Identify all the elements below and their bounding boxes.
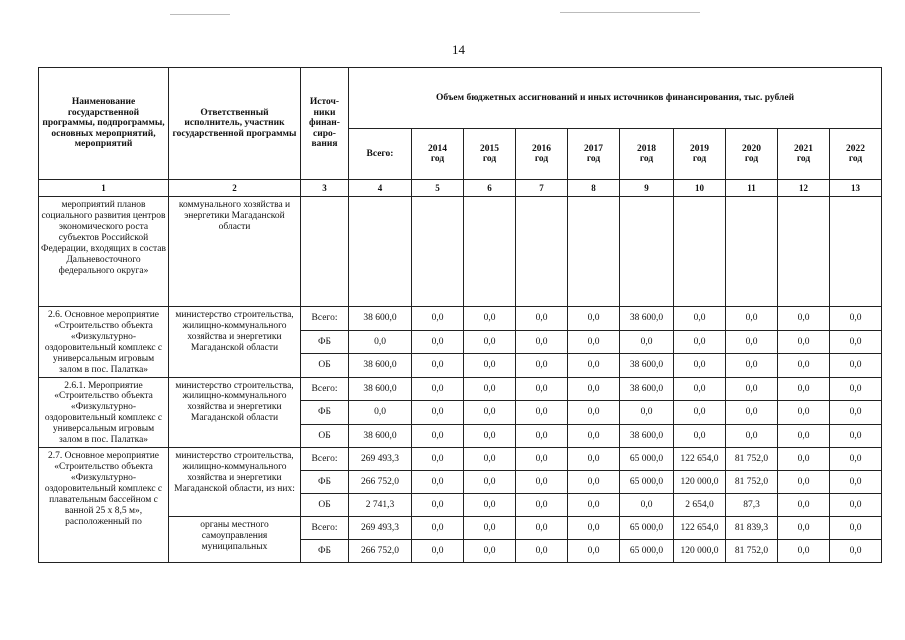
year-value: 0,0 bbox=[674, 401, 726, 425]
year-value: 0,0 bbox=[568, 494, 620, 517]
funding-source: Всего: bbox=[301, 448, 349, 471]
column-number: 6 bbox=[464, 180, 516, 197]
year-value: 2 654,0 bbox=[674, 494, 726, 517]
year-value: 0,0 bbox=[464, 401, 516, 425]
header-year-unit: год bbox=[692, 154, 707, 164]
funding-source: Всего: bbox=[301, 377, 349, 401]
total-value: 38 600,0 bbox=[349, 307, 412, 331]
header-year-unit: год bbox=[744, 154, 759, 164]
year-value: 120 000,0 bbox=[674, 471, 726, 494]
total-value: 266 752,0 bbox=[349, 540, 412, 563]
year-value: 0,0 bbox=[568, 448, 620, 471]
year-value: 0,0 bbox=[464, 540, 516, 563]
total-value: 0,0 bbox=[349, 401, 412, 425]
year-value: 0,0 bbox=[568, 354, 620, 378]
funding-source: Всего: bbox=[301, 517, 349, 540]
year-value: 0,0 bbox=[516, 471, 568, 494]
year-value: 65 000,0 bbox=[620, 540, 674, 563]
year-value: 0,0 bbox=[620, 330, 674, 354]
year-value: 0,0 bbox=[620, 494, 674, 517]
header-year-2015 bbox=[464, 129, 516, 180]
year-value: 0,0 bbox=[516, 330, 568, 354]
year-value: 81 752,0 bbox=[726, 448, 778, 471]
year-value: 0,0 bbox=[464, 330, 516, 354]
year-value: 0,0 bbox=[464, 517, 516, 540]
header-year-value: 2021 bbox=[794, 143, 813, 154]
header-year-unit: год bbox=[796, 154, 811, 164]
year-value: 0,0 bbox=[464, 307, 516, 331]
header-responsible: Ответственный исполнитель, участник государственной программы bbox=[169, 68, 301, 180]
year-value: 0,0 bbox=[674, 307, 726, 331]
header-year-value: 2016 bbox=[532, 143, 551, 154]
year-value: 65 000,0 bbox=[620, 448, 674, 471]
year-value: 81 752,0 bbox=[726, 540, 778, 563]
continuation-responsible: коммунального хозяйства и энергетики Магаданской области bbox=[169, 197, 301, 307]
year-value: 0,0 bbox=[568, 330, 620, 354]
year-value: 0,0 bbox=[778, 494, 830, 517]
year-value: 0,0 bbox=[830, 307, 882, 331]
year-value: 0,0 bbox=[568, 401, 620, 425]
column-number: 5 bbox=[412, 180, 464, 197]
year-value: 0,0 bbox=[830, 401, 882, 425]
total-value: 266 752,0 bbox=[349, 471, 412, 494]
year-value: 0,0 bbox=[830, 471, 882, 494]
funding-source: ФБ bbox=[301, 401, 349, 425]
header-year-unit: год bbox=[586, 154, 601, 164]
page-number: 14 bbox=[452, 42, 465, 57]
total-value: 38 600,0 bbox=[349, 354, 412, 378]
header-year-value: 2018 bbox=[637, 143, 656, 154]
measure-name: 2.6. Основное мероприятие «Строительство объекта «Физкультурно-оздоровительный комплекс с универсальным игровым залом в пос. Палатка» bbox=[39, 307, 169, 378]
year-value: 0,0 bbox=[412, 424, 464, 448]
header-year-unit: год bbox=[482, 154, 497, 164]
funding-source: ОБ bbox=[301, 424, 349, 448]
column-number: 2 bbox=[169, 180, 301, 197]
year-value: 81 752,0 bbox=[726, 471, 778, 494]
year-value: 0,0 bbox=[830, 517, 882, 540]
column-number: 1 bbox=[39, 180, 169, 197]
column-number: 3 bbox=[301, 180, 349, 197]
funding-source: ФБ bbox=[301, 540, 349, 563]
year-value: 0,0 bbox=[516, 517, 568, 540]
year-value: 0,0 bbox=[516, 540, 568, 563]
year-value: 0,0 bbox=[412, 540, 464, 563]
column-number: 9 bbox=[620, 180, 674, 197]
total-value: 38 600,0 bbox=[349, 424, 412, 448]
header-year-value: 2022 bbox=[846, 143, 865, 154]
year-value: 38 600,0 bbox=[620, 307, 674, 331]
year-value: 0,0 bbox=[830, 354, 882, 378]
total-value: 38 600,0 bbox=[349, 377, 412, 401]
year-value: 65 000,0 bbox=[620, 471, 674, 494]
year-value: 122 654,0 bbox=[674, 517, 726, 540]
year-value: 0,0 bbox=[464, 448, 516, 471]
year-value: 0,0 bbox=[830, 377, 882, 401]
continuation-name: мероприятий планов социального развития центров экономического роста субъектов Российской Федерации, входящих в состав Дальневосточного федерального округа» bbox=[39, 197, 169, 307]
funding-source: ОБ bbox=[301, 494, 349, 517]
table-body bbox=[39, 197, 882, 563]
year-value: 0,0 bbox=[726, 330, 778, 354]
year-value: 0,0 bbox=[516, 377, 568, 401]
year-value: 0,0 bbox=[516, 424, 568, 448]
year-value: 0,0 bbox=[516, 307, 568, 331]
column-number: 12 bbox=[778, 180, 830, 197]
table-row bbox=[39, 377, 882, 401]
scan-speck bbox=[170, 14, 230, 15]
year-value: 38 600,0 bbox=[620, 377, 674, 401]
year-value: 0,0 bbox=[412, 401, 464, 425]
column-number: 7 bbox=[516, 180, 568, 197]
year-value: 0,0 bbox=[464, 424, 516, 448]
budget-table bbox=[38, 67, 882, 563]
year-value: 0,0 bbox=[412, 330, 464, 354]
year-value: 0,0 bbox=[516, 354, 568, 378]
year-value: 0,0 bbox=[568, 424, 620, 448]
responsible-executor: министерство строительства, жилищно-коммунального хозяйства и энергетики Магаданской области bbox=[169, 307, 301, 378]
measure-name: 2.6.1. Мероприятие «Строительство объекта «Физкультурно-оздоровительный комплекс с универсальным игровым залом в пос. Палатка» bbox=[39, 377, 169, 448]
year-value: 87,3 bbox=[726, 494, 778, 517]
header-year-value: 2020 bbox=[742, 143, 761, 154]
header-year-2017 bbox=[568, 129, 620, 180]
year-value: 0,0 bbox=[568, 307, 620, 331]
header-funding: Объем бюджетных ассигнований и иных источников финансирования, тыс. рублей bbox=[349, 68, 882, 129]
header-year-value: 2019 bbox=[690, 143, 709, 154]
year-value: 38 600,0 bbox=[620, 354, 674, 378]
year-value: 0,0 bbox=[412, 448, 464, 471]
year-value: 0,0 bbox=[568, 517, 620, 540]
header-year-2019 bbox=[674, 129, 726, 180]
year-value: 0,0 bbox=[674, 354, 726, 378]
year-value: 0,0 bbox=[726, 424, 778, 448]
header-year-unit: год bbox=[534, 154, 549, 164]
year-value: 0,0 bbox=[674, 377, 726, 401]
year-value: 0,0 bbox=[412, 377, 464, 401]
year-value: 0,0 bbox=[568, 540, 620, 563]
year-value: 0,0 bbox=[778, 401, 830, 425]
year-value: 0,0 bbox=[674, 330, 726, 354]
year-value: 0,0 bbox=[516, 494, 568, 517]
year-value: 0,0 bbox=[412, 517, 464, 540]
header-year-2016 bbox=[516, 129, 568, 180]
scan-speck bbox=[560, 12, 700, 13]
continuation-row bbox=[39, 197, 882, 307]
year-value: 0,0 bbox=[674, 424, 726, 448]
table-header bbox=[39, 68, 882, 197]
year-value: 0,0 bbox=[726, 354, 778, 378]
year-value: 0,0 bbox=[830, 448, 882, 471]
funding-source: ОБ bbox=[301, 354, 349, 378]
total-value: 2 741,3 bbox=[349, 494, 412, 517]
header-year-unit: год bbox=[848, 154, 863, 164]
year-value: 0,0 bbox=[516, 401, 568, 425]
column-number: 13 bbox=[830, 180, 882, 197]
year-value: 0,0 bbox=[464, 377, 516, 401]
total-value: 269 493,3 bbox=[349, 448, 412, 471]
header-year-unit: год bbox=[430, 154, 445, 164]
header-year-2014 bbox=[412, 129, 464, 180]
year-value: 0,0 bbox=[830, 494, 882, 517]
year-value: 0,0 bbox=[778, 377, 830, 401]
measure-name: 2.7. Основное мероприятие «Строительство объекта «Физкультурно-оздоровительный комплекс с плавательным бассейном с ванной 25 х 8,5 м», расположенный по bbox=[39, 448, 169, 563]
header-year-value: 2017 bbox=[584, 143, 603, 154]
year-value: 0,0 bbox=[778, 517, 830, 540]
year-value: 38 600,0 bbox=[620, 424, 674, 448]
year-value: 0,0 bbox=[516, 448, 568, 471]
year-value: 65 000,0 bbox=[620, 517, 674, 540]
year-value: 120 000,0 bbox=[674, 540, 726, 563]
year-value: 0,0 bbox=[568, 377, 620, 401]
year-value: 0,0 bbox=[778, 424, 830, 448]
funding-source: ФБ bbox=[301, 330, 349, 354]
column-number: 11 bbox=[726, 180, 778, 197]
total-value: 269 493,3 bbox=[349, 517, 412, 540]
header-year-2018 bbox=[620, 129, 674, 180]
year-value: 0,0 bbox=[726, 307, 778, 331]
year-value: 81 839,3 bbox=[726, 517, 778, 540]
responsible-executor: министерство строительства, жилищно-коммунального хозяйства и энергетики Магаданской области bbox=[169, 377, 301, 448]
column-number: 4 bbox=[349, 180, 412, 197]
responsible-executor: министерство строительства, жилищно-коммунального хозяйства и энергетики Магаданской области, из них: bbox=[169, 448, 301, 517]
year-value: 0,0 bbox=[726, 377, 778, 401]
year-value: 0,0 bbox=[568, 471, 620, 494]
year-value: 0,0 bbox=[778, 471, 830, 494]
header-year-value: 2015 bbox=[480, 143, 499, 154]
funding-source: Всего: bbox=[301, 307, 349, 331]
year-value: 0,0 bbox=[726, 401, 778, 425]
year-value: 0,0 bbox=[412, 471, 464, 494]
table-row bbox=[39, 307, 882, 331]
year-value: 0,0 bbox=[620, 401, 674, 425]
header-name: Наименование государственной программы, подпрограммы, основных мероприятий, мероприятий bbox=[39, 68, 169, 180]
header-year-value: 2014 bbox=[428, 143, 447, 154]
year-value: 0,0 bbox=[412, 494, 464, 517]
responsible-executor: органы местного самоуправления муниципальных bbox=[169, 517, 301, 563]
column-number: 10 bbox=[674, 180, 726, 197]
header-source: Источ-ники финан-сиро-вания bbox=[301, 68, 349, 180]
year-value: 0,0 bbox=[778, 354, 830, 378]
year-value: 0,0 bbox=[778, 448, 830, 471]
year-value: 0,0 bbox=[830, 540, 882, 563]
year-value: 0,0 bbox=[412, 307, 464, 331]
year-value: 0,0 bbox=[778, 330, 830, 354]
year-value: 0,0 bbox=[412, 354, 464, 378]
column-number: 8 bbox=[568, 180, 620, 197]
year-value: 0,0 bbox=[778, 540, 830, 563]
header-total: Всего: bbox=[349, 129, 412, 180]
year-value: 122 654,0 bbox=[674, 448, 726, 471]
header-year-2020 bbox=[726, 129, 778, 180]
year-value: 0,0 bbox=[464, 494, 516, 517]
table-row bbox=[39, 448, 882, 471]
column-number-row bbox=[39, 180, 882, 197]
year-value: 0,0 bbox=[464, 471, 516, 494]
funding-source: ФБ bbox=[301, 471, 349, 494]
total-value: 0,0 bbox=[349, 330, 412, 354]
year-value: 0,0 bbox=[464, 354, 516, 378]
header-year-unit: год bbox=[639, 154, 654, 164]
header-year-2022 bbox=[830, 129, 882, 180]
year-value: 0,0 bbox=[778, 307, 830, 331]
year-value: 0,0 bbox=[830, 330, 882, 354]
header-year-2021 bbox=[778, 129, 830, 180]
year-value: 0,0 bbox=[830, 424, 882, 448]
